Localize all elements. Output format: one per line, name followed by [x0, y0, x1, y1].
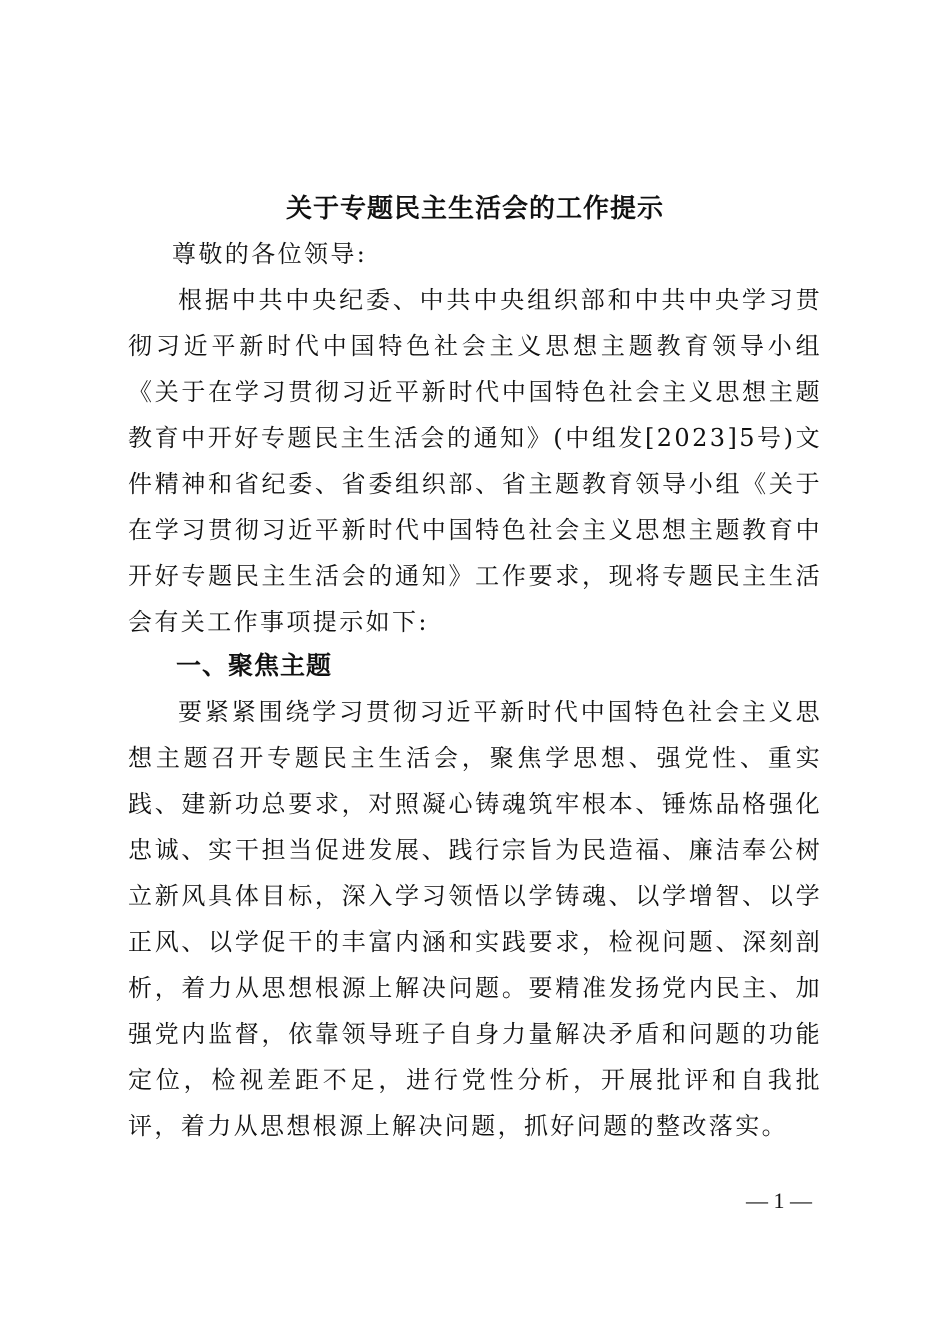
paragraph-focus-theme: 要紧紧围绕学习贯彻习近平新时代中国特色社会主义思想主题召开专题民主生活会，聚焦学思想、强党性、重实践、建新功总要求，对照凝心铸魂筑牢根本、锤炼品格强化忠诚、实干担当促进发展、践行宗旨为民造福、廉洁奉公树立新风具体目标，深入学习领悟以学铸魂、以学增智、以学正风、以学促干的丰富内涵和实践要求，检视问题、深刻剖析，着力从思想根源上解决问题。要精准发扬党内民主、加强党内监督，依靠领导班子自身力量解决矛盾和问题的功能定位，检视差距不足，进行党性分析，开展批评和自我批评，着力从思想根源上解决问题，抓好问题的整改落实。: [128, 698, 822, 1140]
document-title: 关于专题民主生活会的工作提示: [285, 194, 664, 224]
section-heading-focus-theme: 一、聚焦主题: [176, 651, 333, 680]
page-number: — 1 —: [746, 1188, 812, 1213]
salutation: 尊敬的各位领导:: [172, 240, 368, 268]
paragraph-intro: 根据中共中央纪委、中共中央组织部和中共中央学习贯彻习近平新时代中国特色社会主义思想主题教育领导小组《关于在学习贯彻习近平新时代中国特色社会主义思想主题教育中开好专题民主生活会的通知》(中组发[2023]5号)文件精神和省纪委、省委组织部、省主题教育领导小组《关于在学习贯彻习近平新时代中国特色社会主义思想主题教育中开好专题民主生活会的通知》工作要求，现将专题民主生活会有关工作事项提示如下:: [128, 286, 822, 636]
